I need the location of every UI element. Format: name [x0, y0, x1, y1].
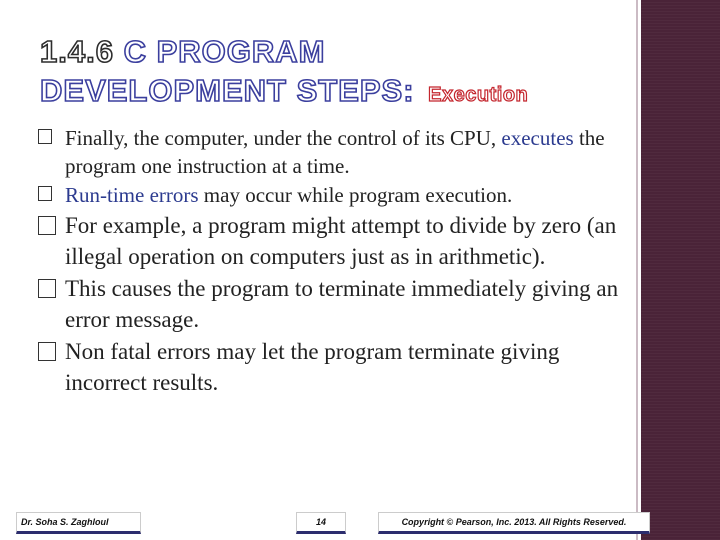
bullet-highlight: executes — [501, 126, 574, 150]
bullet-list — [38, 124, 638, 398]
bullet-text: Finally, the computer, under the control of its CPU, — [65, 126, 502, 150]
title-subtitle: Execution — [428, 84, 529, 106]
bullet-text: For example, a program might attempt to divide by zero (an illegal operation on computers just as in arithmetic). — [65, 213, 617, 269]
slide-footer — [16, 512, 650, 534]
bullet-item — [38, 124, 638, 180]
bullet-box-icon — [38, 186, 52, 201]
footer-page-number: 14 — [296, 512, 346, 534]
bullet-box-icon — [38, 342, 56, 361]
bullet-text: This causes the program to terminate immediately giving an error message. — [65, 276, 619, 332]
footer-copyright: Copyright © Pearson, Inc. 2013. All Rights Reserved. — [378, 512, 650, 534]
title-number: 1.4.6 — [40, 34, 114, 69]
title-line-1: C PROGRAM — [123, 34, 326, 69]
bullet-text: may occur while program execution. — [198, 183, 513, 207]
bullet-box-icon — [38, 129, 52, 144]
bullet-highlight: Run-time errors — [65, 183, 199, 207]
bullet-item — [38, 210, 638, 272]
bullet-text: the program one instruction at a time. — [65, 126, 605, 178]
bullet-box-icon — [38, 216, 56, 235]
footer-author: Dr. Soha S. Zaghloul — [16, 512, 141, 534]
title-line-2: DEVELOPMENT STEPS: — [40, 73, 415, 108]
bullet-item — [38, 181, 638, 209]
decorative-side-band — [641, 0, 720, 540]
bullet-box-icon — [38, 279, 56, 298]
slide-title — [40, 32, 630, 115]
bullet-item — [38, 273, 638, 335]
bullet-text: Non fatal errors may let the program terminate giving incorrect results. — [65, 339, 560, 395]
bullet-item — [38, 336, 638, 398]
